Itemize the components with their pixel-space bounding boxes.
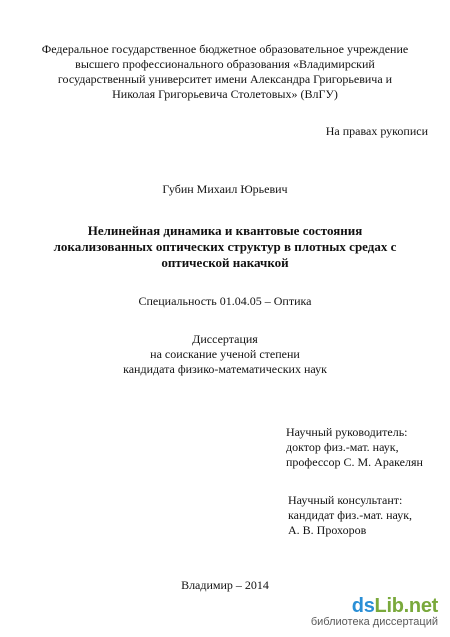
consultant-line: Научный консультант: <box>288 493 403 507</box>
logo-lib: Lib <box>374 595 404 617</box>
scientific-supervisor <box>286 425 423 470</box>
logo-net: .net <box>403 595 438 617</box>
city-year: Владимир – 2014 <box>181 578 269 592</box>
degree-line: кандидата физико-математических наук <box>123 362 327 376</box>
author-name: Губин Михаил Юрьевич <box>162 182 288 196</box>
watermark-tagline: библиотека диссертаций <box>310 616 438 628</box>
supervisor-line: профессор С. М. Аракелян <box>286 455 423 469</box>
degree-line: Диссертация <box>192 332 258 346</box>
supervisor-line: Научный руководитель: <box>286 425 408 439</box>
institution-line: государственный университет имени Александра Григорьевича и <box>57 72 393 86</box>
institution-name <box>0 42 450 102</box>
title-line: локализованных оптических структур в плотных средах с <box>53 239 397 254</box>
consultant-line: А. В. Прохоров <box>288 523 367 537</box>
scientific-consultant <box>288 493 412 538</box>
dslib-watermark[interactable] <box>307 594 442 631</box>
title-line: оптической накачкой <box>161 255 289 270</box>
degree-line: на соискание ученой степени <box>150 347 300 361</box>
manuscript-note: На правах рукописи <box>325 124 428 138</box>
dslib-logo <box>311 596 438 616</box>
supervisor-line: доктор физ.-мат. наук, <box>286 440 399 454</box>
institution-line: Федеральное государственное бюджетное образовательное учреждение <box>41 42 409 56</box>
institution-line: Николая Григорьевича Столетовых» (ВлГУ) <box>112 87 338 101</box>
degree-statement <box>0 332 450 377</box>
specialty: Специальность 01.04.05 – Оптика <box>138 294 312 308</box>
consultant-line: кандидат физ.-мат. наук, <box>288 508 413 522</box>
dissertation-title <box>0 223 450 271</box>
title-line: Нелинейная динамика и квантовые состояния <box>87 223 363 238</box>
logo-ds: ds <box>351 595 375 617</box>
institution-line: высшего профессионального образования «Владимирский <box>75 57 375 71</box>
